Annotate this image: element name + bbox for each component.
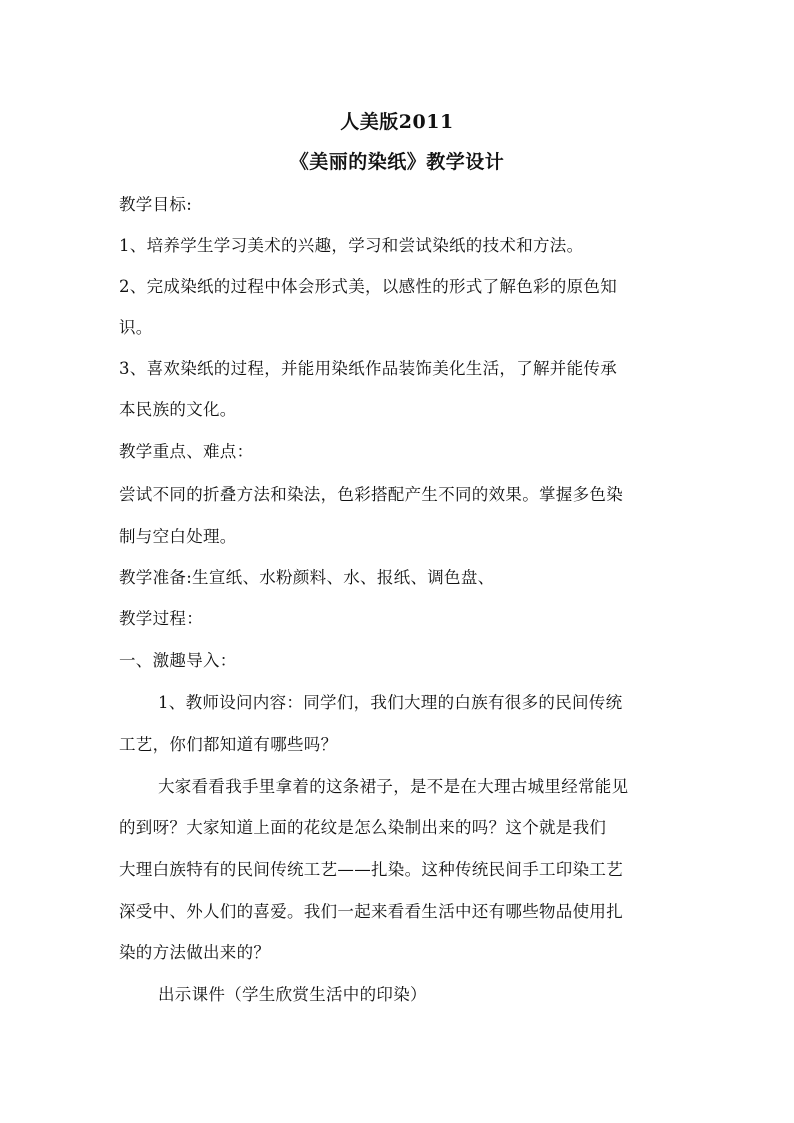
step-heading-introduction: 一、激趣导入： (119, 651, 237, 670)
key-points-text: 尝试不同的折叠方法和染法，色彩搭配产生不同的效果。掌握多色染 (119, 485, 623, 504)
section-heading-objectives: 教学目标: (119, 195, 193, 214)
objective-item-3: 3、喜欢染纸的过程，并能用染纸作品装饰美化生活，了解并能传承 (119, 359, 617, 378)
paragraph-skirt-demo-cont-4: 染的方法做出来的？ (119, 943, 271, 962)
section-heading-key-points: 教学重点、难点： (119, 442, 254, 461)
document-title: 《美丽的染纸》教学设计 (289, 151, 505, 173)
objective-item-1: 1、培养学生学习美术的兴趣，学习和尝试染纸的技术和方法。 (119, 236, 584, 255)
preparation-text: 教学准备:生宣纸、水粉颜料、水、报纸、调色盘、 (119, 568, 495, 587)
paragraph-skirt-demo-cont-1: 的到呀？大家知道上面的花纹是怎么染制出来的吗？这个就是我们 (119, 818, 607, 837)
paragraph-teacher-question-cont: 工艺，你们都知道有哪些吗？ (119, 735, 338, 754)
paragraph-skirt-demo: 大家看看我手里拿着的这条裙子，是不是在大理古城里经常能见 (158, 777, 629, 796)
document-title-edition: 人美版2011 (340, 111, 454, 133)
paragraph-teacher-question: 1、教师设问内容：同学们，我们大理的白族有很多的民间传统 (158, 693, 623, 712)
objective-item-2: 2、完成染纸的过程中体会形式美，以感性的形式了解色彩的原色知 (119, 277, 617, 296)
section-heading-process: 教学过程： (119, 609, 203, 628)
objective-item-2-cont: 识。 (119, 318, 153, 337)
paragraph-skirt-demo-cont-3: 深受中、外人们的喜爱。我们一起来看看生活中还有哪些物品使用扎 (119, 902, 623, 921)
paragraph-skirt-demo-cont-2: 大理白族特有的民间传统工艺——扎染。这种传统民间手工印染工艺 (119, 860, 623, 879)
objective-item-3-cont: 本民族的文化。 (119, 400, 237, 419)
paragraph-show-courseware: 出示课件（学生欣赏生活中的印染） (158, 985, 427, 1004)
key-points-text-cont: 制与空白处理。 (119, 527, 237, 546)
